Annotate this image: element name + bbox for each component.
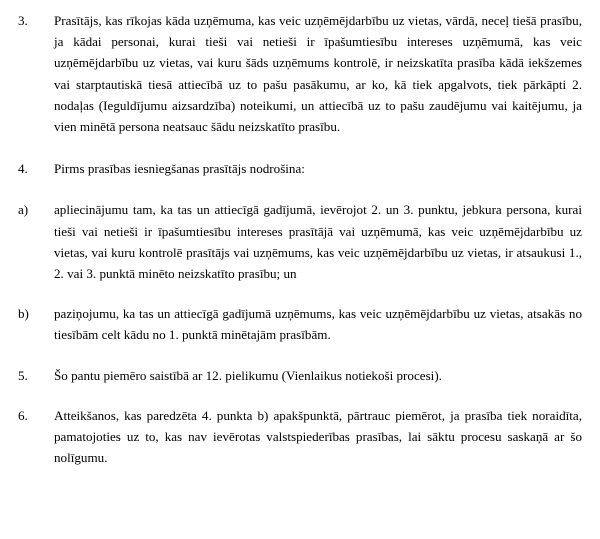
paragraph-marker-3: 3. — [18, 13, 28, 28]
paragraph-marker-b: b) — [18, 306, 29, 322]
paragraph-3 — [18, 10, 582, 137]
paragraph-text-6: Atteikšanos, kas paredzēta 4. punkta b) apakšpunktā, pārtrauc piemērot, ja prasība tiek noraidīta, pamatojoties uz to, kas nav ievērotas valstspiederības prasības, lai sāktu procesu saskaņā ar šo nolīgumu. — [54, 407, 582, 466]
paragraph-6 — [18, 405, 582, 469]
paragraph-b — [18, 303, 582, 345]
paragraph-5 — [18, 365, 582, 386]
paragraph-text-4: Pirms prasības iesniegšanas prasītājs nodrošina: — [54, 161, 305, 177]
paragraph-a — [18, 199, 582, 284]
paragraph-4 — [18, 158, 582, 179]
paragraph-marker-6: 6. — [18, 407, 28, 423]
paragraph-marker-a: a) — [18, 202, 29, 218]
paragraph-text-a: apliecinājumu tam, ka tas un attiecīgā gadījumā, ievērojot 2. un 3. punktu, jebkura persona, kurai tieši vai netieši ir īpašumtiesību intereses prasītājā vai uzņēmumā, kas veic uzņēmējdarbību uz vietas, vai kuru kontrolē prasītājs vai uzņēmums, kas veic uzņēmējdarbību uz vietas, ir atsaukusi 1., 2. vai 3. punktā minēto neizskatīto prasību; un — [54, 202, 582, 282]
paragraph-text-5: Šo pantu piemēro saistībā ar 12. pielikumu (Vienlaikus notiekoši procesi). — [54, 367, 442, 383]
paragraph-text-3: Prasītājs, kas rīkojas kāda uzņēmuma, kas veic uzņēmējdarbību uz vietas, vārdā, neceļ tiešā prasību, ja kādai personai, kurai tieši vai netieši ir īpašumtiesību intereses uzņēmumā, kas veic uzņēmējdarbību uz vietas, vai kuru šāds uzņēmums kontrolē, ir neizskatīta prasība kādā iekšzemes vai starptautiskā tiesā attiecībā uz to pašu pasākumu, ar ko, kā tiek apgalvots, tiek pārkāpti 2. nodaļas (Ieguldījumu aizsardzība) noteikumi, un attiecībā uz to pašu zaudējumu vai kaitējumu, ja vien minētā persona neatsauc šādu neizskatīto prasību. — [54, 13, 582, 135]
paragraph-text-b: paziņojumu, ka tas un attiecīgā gadījumā uzņēmums, kas veic uzņēmējdarbību uz vietas, atsakās no tiesībām celt kādu no 1. punktā minētajām prasībām. — [54, 306, 582, 343]
paragraph-marker-4: 4. — [18, 161, 28, 177]
paragraph-marker-5: 5. — [18, 367, 28, 383]
